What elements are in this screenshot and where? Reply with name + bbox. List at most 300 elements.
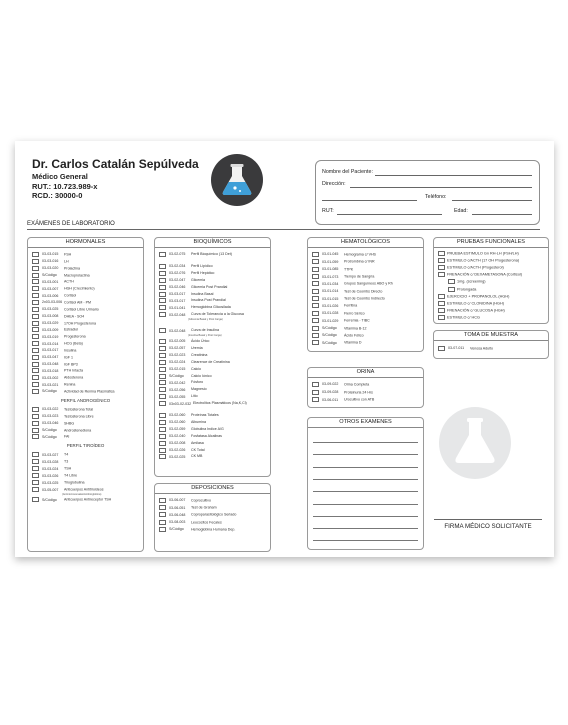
exam-item[interactable] <box>32 327 78 332</box>
checkbox-icon[interactable] <box>438 301 445 306</box>
checkbox-icon[interactable] <box>438 315 445 320</box>
exam-name: Glicemia Post Prandial <box>191 284 228 289</box>
exam-item[interactable] <box>159 387 261 392</box>
checkbox-icon[interactable] <box>312 318 319 323</box>
exam-code: 03-08-003 <box>169 520 186 525</box>
exam-name: Ácido Úrico <box>191 339 210 343</box>
exam-item[interactable] <box>312 252 376 257</box>
phone-field[interactable] <box>452 200 532 201</box>
checkbox-icon[interactable] <box>159 285 166 290</box>
exam-name: Albumina <box>191 419 206 424</box>
checkbox-icon[interactable] <box>32 368 39 373</box>
exam-item[interactable] <box>312 326 367 331</box>
exam-item[interactable] <box>159 448 261 453</box>
checkbox-icon[interactable] <box>32 414 39 419</box>
checkbox-icon[interactable] <box>32 497 39 502</box>
rut-label: RUT: <box>322 208 334 214</box>
checkbox-icon[interactable] <box>159 401 166 406</box>
exam-item[interactable] <box>159 305 261 310</box>
checkbox-icon[interactable] <box>159 454 166 459</box>
exam-item[interactable] <box>32 286 95 291</box>
patient-name-field[interactable] <box>375 175 532 176</box>
exam-item[interactable] <box>312 390 373 395</box>
exam-item[interactable] <box>32 368 83 373</box>
checkbox-icon[interactable] <box>32 341 39 346</box>
exam-item[interactable] <box>159 420 261 425</box>
checkbox-icon[interactable] <box>438 258 445 263</box>
exam-item[interactable] <box>312 296 385 301</box>
exam-item[interactable] <box>32 414 94 419</box>
exam-code: 03-02-076 <box>169 271 186 276</box>
exam-name: Vitamina B-12 <box>344 325 367 330</box>
exam-item[interactable] <box>159 353 261 358</box>
checkbox-icon[interactable] <box>312 274 319 279</box>
exam-code: 03-03-028 <box>42 459 59 464</box>
checkbox-icon[interactable] <box>32 466 39 471</box>
age-label: Edad: <box>454 208 468 214</box>
checkbox-icon[interactable] <box>32 286 39 291</box>
exam-code: 03-03-006 <box>42 293 59 298</box>
checkbox-icon[interactable] <box>312 333 319 338</box>
checkbox-icon[interactable] <box>438 251 445 256</box>
writing-line[interactable] <box>313 442 418 443</box>
checkbox-icon[interactable] <box>438 272 445 277</box>
checkbox-icon[interactable] <box>32 273 39 278</box>
exam-name: ACTH <box>64 279 74 284</box>
checkbox-icon[interactable] <box>32 459 39 464</box>
exam-item[interactable] <box>32 293 76 298</box>
checkbox-icon[interactable] <box>159 353 166 358</box>
doctor-title: Médico General <box>32 172 88 181</box>
exam-item[interactable] <box>32 434 69 439</box>
exam-code: 03-03-022 <box>42 407 59 412</box>
exam-code: S/Código <box>322 340 337 345</box>
rut-field[interactable] <box>337 214 442 215</box>
exam-code: S/Código <box>42 434 57 439</box>
doctor-rcd: RCD.: 30000-0 <box>32 191 83 200</box>
age-field[interactable] <box>472 214 532 215</box>
bioquimicos-rule <box>155 247 270 248</box>
exam-item[interactable] <box>32 334 86 339</box>
exam-name: IGF BP3 <box>64 362 78 367</box>
exam-item[interactable] <box>32 307 99 312</box>
exam-name: Calcio <box>191 366 201 371</box>
exam-name: Anticuerpos Antitiroideos <box>64 487 104 492</box>
checkbox-icon[interactable] <box>32 307 39 312</box>
exam-name: Electrolitos Plasmáticos (Na,K,Cl) <box>193 401 247 406</box>
checkbox-icon[interactable] <box>159 305 166 310</box>
checkbox-icon[interactable] <box>32 279 39 284</box>
checkbox-icon[interactable] <box>159 527 166 532</box>
exam-item[interactable] <box>32 273 90 278</box>
exam-item[interactable] <box>312 318 370 323</box>
exam-item[interactable] <box>159 328 261 336</box>
checkbox-icon[interactable] <box>32 362 39 367</box>
exam-item[interactable] <box>159 374 261 379</box>
functional-test-name: 1mg. (screening) <box>457 279 486 284</box>
exam-name: PTH Intacta <box>64 368 83 373</box>
checkbox-icon[interactable] <box>32 421 39 426</box>
address-field[interactable] <box>350 187 532 188</box>
exam-item[interactable] <box>312 289 382 294</box>
checkbox-icon[interactable] <box>159 394 166 399</box>
exam-name: Insulina <box>64 348 77 353</box>
exam-code: 03-02-055 <box>169 394 186 399</box>
checkbox-icon[interactable] <box>159 278 166 283</box>
checkbox-icon[interactable] <box>159 420 166 425</box>
exam-item[interactable] <box>159 527 235 532</box>
deposiciones-rule <box>155 493 270 494</box>
exam-code: 03-03-019 <box>42 334 59 339</box>
exam-item[interactable] <box>32 407 93 412</box>
exam-item[interactable] <box>159 285 261 290</box>
checkbox-icon[interactable] <box>159 298 166 303</box>
exam-code: 03-02-060 <box>169 413 186 418</box>
exam-item[interactable] <box>32 428 91 433</box>
functional-test-item[interactable] <box>438 272 522 278</box>
checkbox-icon[interactable] <box>312 397 319 402</box>
exam-name: Ferremia - TIBC <box>344 318 370 323</box>
checkbox-icon[interactable] <box>159 346 166 351</box>
exam-item[interactable] <box>32 252 71 257</box>
exam-code: 03-03-047 <box>42 355 59 360</box>
exam-name: Curva de Tolerancia a la Glucosa <box>191 312 244 317</box>
exam-code: 03-02-060 <box>169 420 186 425</box>
checkbox-icon[interactable] <box>159 264 166 269</box>
exam-name: Androstenediona <box>64 428 92 432</box>
doctor-rut: RUT.: 10.723.989-x <box>32 182 98 191</box>
checkbox-icon[interactable] <box>32 259 39 264</box>
checkbox-icon[interactable] <box>32 389 39 394</box>
checkbox-icon[interactable] <box>32 452 39 457</box>
exam-code: 03-03-048 <box>42 362 59 367</box>
exam-item[interactable] <box>159 367 261 372</box>
hematologicos-box <box>307 237 424 352</box>
exam-code: 03-02-048 <box>169 312 186 317</box>
orina-rule <box>308 377 423 378</box>
checkbox-icon[interactable] <box>159 505 166 510</box>
exam-item[interactable] <box>32 279 74 284</box>
exam-item[interactable] <box>32 314 84 319</box>
exam-item[interactable] <box>32 259 69 264</box>
exam-name: Perfil Lipídico <box>191 263 213 268</box>
writing-line[interactable] <box>313 516 418 517</box>
hematologicos-rule <box>308 247 423 248</box>
functional-test-item[interactable] <box>438 251 519 257</box>
exam-item[interactable] <box>32 389 115 394</box>
exam-name: Globulina Indice A/G <box>191 426 224 431</box>
checkbox-icon[interactable] <box>159 441 166 446</box>
checkbox-icon[interactable] <box>32 334 39 339</box>
checkbox-icon[interactable] <box>32 382 39 387</box>
exam-item[interactable] <box>159 278 261 283</box>
exam-item[interactable] <box>32 421 74 426</box>
exam-name: Fosfatasa Alcalinas <box>191 433 222 438</box>
exam-name: DHEA - SO4 <box>64 314 85 319</box>
checkbox-icon[interactable] <box>312 326 319 331</box>
address-label: Dirección: <box>322 181 346 187</box>
exam-name: Progesterona <box>64 334 86 339</box>
exam-code: 03-02-057 <box>169 346 186 351</box>
checkbox-icon[interactable] <box>32 293 39 298</box>
exam-name: Ferritina <box>344 303 358 308</box>
exam-item[interactable] <box>312 267 353 272</box>
signature-line[interactable] <box>434 519 542 520</box>
checkbox-icon[interactable] <box>159 328 166 333</box>
checkbox-icon[interactable] <box>312 259 319 264</box>
exam-item[interactable] <box>159 298 261 303</box>
exam-item[interactable] <box>32 497 111 502</box>
exam-name: Hemoglobina Humana Dep. <box>191 527 236 532</box>
writing-line[interactable] <box>313 454 418 455</box>
exam-name: T4 Libre <box>64 473 78 478</box>
checkbox-icon[interactable] <box>32 355 39 360</box>
checkbox-icon[interactable] <box>159 387 166 392</box>
functional-test-item[interactable] <box>438 258 519 264</box>
checkbox-icon[interactable] <box>438 294 445 299</box>
exam-name: Macroprolactina <box>64 273 90 277</box>
checkbox-icon[interactable] <box>32 348 39 353</box>
checkbox-icon[interactable] <box>32 321 39 326</box>
exam-name: Hemoglobina Glicosilada <box>191 305 231 310</box>
exam-name: IGF 1 <box>64 355 73 360</box>
checkbox-icon[interactable] <box>159 520 166 525</box>
exam-item[interactable] <box>159 264 261 269</box>
checkbox-icon[interactable] <box>312 281 319 286</box>
exam-item[interactable] <box>32 375 83 380</box>
exam-item[interactable] <box>32 362 78 367</box>
exam-item[interactable] <box>32 266 80 271</box>
exam-item[interactable] <box>312 333 364 338</box>
exam-code: 03-01-073 <box>322 274 339 279</box>
exam-item[interactable] <box>159 346 261 351</box>
functional-test-item[interactable] <box>448 287 476 293</box>
checkbox-icon[interactable] <box>312 390 319 395</box>
exam-name: CK Total <box>191 447 205 452</box>
exam-name: Insulina Post Prandial <box>191 298 226 303</box>
exam-item[interactable] <box>159 427 261 432</box>
exam-item[interactable] <box>159 520 222 525</box>
exam-item[interactable] <box>312 382 369 387</box>
checkbox-icon[interactable] <box>159 312 166 317</box>
checkbox-icon[interactable] <box>312 289 319 294</box>
functional-test-item[interactable] <box>448 279 486 285</box>
checkbox-icon[interactable] <box>159 434 166 439</box>
exam-name: Glicemia <box>191 277 205 282</box>
otros-examenes-box <box>307 417 424 550</box>
writing-line[interactable] <box>313 504 418 505</box>
exam-item[interactable] <box>32 473 77 478</box>
exam-item[interactable] <box>32 487 104 495</box>
checkbox-icon[interactable] <box>438 346 445 351</box>
checkbox-icon[interactable] <box>312 311 319 316</box>
checkbox-icon[interactable] <box>448 287 455 292</box>
exam-item[interactable] <box>32 321 96 326</box>
checkbox-icon[interactable] <box>159 367 166 372</box>
orina-box <box>307 367 424 408</box>
checkbox-icon[interactable] <box>32 300 39 305</box>
exam-item[interactable] <box>159 394 261 399</box>
exam-item[interactable] <box>159 434 261 439</box>
exam-code: 03-02-024 <box>169 360 186 365</box>
exam-item[interactable] <box>32 466 71 471</box>
checkbox-icon[interactable] <box>32 252 39 257</box>
exam-code: 03-02-025 <box>169 454 186 459</box>
exam-item[interactable] <box>312 274 374 279</box>
functional-test-name: ESTIMULO c/ CLONIDINA (HGH) <box>447 301 504 306</box>
checkbox-icon[interactable] <box>438 265 445 270</box>
writing-line[interactable] <box>313 491 418 492</box>
exam-name: TSH <box>64 466 72 471</box>
checkbox-icon[interactable] <box>32 314 39 319</box>
checkbox-icon[interactable] <box>159 427 166 432</box>
checkbox-icon[interactable] <box>312 382 319 387</box>
functional-test-name: ESTIMULO c/ HCG <box>447 315 480 320</box>
doctor-name: Dr. Carlos Catalán Sepúlveda <box>32 157 199 171</box>
exam-item[interactable] <box>159 252 261 257</box>
exam-item[interactable] <box>159 339 261 344</box>
exam-item[interactable] <box>159 292 261 297</box>
checkbox-icon[interactable] <box>159 448 166 453</box>
exam-item[interactable] <box>312 340 362 345</box>
exam-code: S/Código <box>42 389 57 394</box>
exam-code: 03-01-041 <box>169 305 186 310</box>
checkbox-icon[interactable] <box>159 413 166 418</box>
exam-item[interactable] <box>32 355 73 360</box>
exam-item[interactable] <box>438 346 493 351</box>
checkbox-icon[interactable] <box>32 480 39 485</box>
checkbox-icon[interactable] <box>159 271 166 276</box>
checkbox-icon[interactable] <box>448 279 455 284</box>
exam-code: 03-01-045 <box>322 252 339 257</box>
exam-item[interactable] <box>312 259 375 264</box>
exam-item[interactable] <box>159 454 261 459</box>
checkbox-icon[interactable] <box>32 487 39 492</box>
exam-item[interactable] <box>159 360 261 365</box>
exam-code: 03-03-029 <box>42 320 59 325</box>
exam-item[interactable] <box>312 397 374 402</box>
exam-name: Proteinuria 24 Hrs <box>344 390 373 395</box>
checkbox-icon[interactable] <box>159 252 166 257</box>
stamp-watermark <box>439 407 511 479</box>
exam-item[interactable] <box>32 459 68 464</box>
functional-test-item[interactable] <box>438 294 509 300</box>
exam-item[interactable] <box>159 380 261 385</box>
exam-name: Curva de Insulina <box>191 328 219 333</box>
hormonales-rule <box>28 247 143 248</box>
exam-item[interactable] <box>32 452 68 457</box>
exam-item[interactable] <box>159 441 261 446</box>
exam-code: 03-03-027 <box>42 452 59 457</box>
exam-item[interactable] <box>159 498 211 503</box>
exam-name: Actividad de Renina Plasmática <box>64 389 115 394</box>
checkbox-icon[interactable] <box>32 434 39 439</box>
checkbox-icon[interactable] <box>159 512 166 517</box>
exam-code: 03-03-001 <box>42 279 59 284</box>
hormonales-title: HORMONALES <box>65 239 106 245</box>
exam-name: SHBG <box>64 421 75 426</box>
writing-line[interactable] <box>313 528 418 529</box>
exam-name: LH <box>64 259 69 264</box>
checkbox-icon[interactable] <box>159 498 166 503</box>
exam-item[interactable] <box>159 413 261 418</box>
checkbox-icon[interactable] <box>159 339 166 344</box>
exam-item[interactable] <box>32 300 91 305</box>
checkbox-icon[interactable] <box>312 252 319 257</box>
writing-line[interactable] <box>313 479 418 480</box>
checkbox-icon[interactable] <box>32 327 39 332</box>
exam-name: Estradiol <box>64 327 78 332</box>
exam-item[interactable] <box>159 401 263 406</box>
functional-test-item[interactable] <box>438 315 480 321</box>
exam-name: Perfil Hepático <box>191 270 215 275</box>
checkbox-icon[interactable] <box>32 375 39 380</box>
functional-test-item[interactable] <box>438 301 504 307</box>
bioquimicos-title: BIOQUÍMICOS <box>193 239 232 245</box>
exam-code: 03-03-025 <box>42 307 59 312</box>
exam-code: S/Código <box>169 373 184 378</box>
checkbox-icon[interactable] <box>32 407 39 412</box>
hematologicos-title: HEMATOLÓGICOS <box>341 239 390 245</box>
exam-name: Cortisol Libre Urinario <box>64 307 99 312</box>
checkbox-icon[interactable] <box>312 296 319 301</box>
exam-item[interactable] <box>312 303 357 308</box>
functional-test-item[interactable] <box>438 308 505 314</box>
writing-line[interactable] <box>313 467 418 468</box>
exam-item[interactable] <box>312 311 365 316</box>
exam-name: TTPK <box>344 267 354 272</box>
exam-code: 03-03-046 <box>42 421 59 426</box>
exam-item[interactable] <box>312 281 393 286</box>
exam-item[interactable] <box>32 480 84 485</box>
exam-code: 03-03-023 <box>42 414 59 419</box>
checkbox-icon[interactable] <box>159 360 166 365</box>
exam-name: CK MB <box>191 454 203 459</box>
exam-item[interactable] <box>32 382 75 387</box>
exam-name: Testosterona Total <box>64 407 94 412</box>
exam-name: Coproparasitológico Seriado <box>191 512 237 517</box>
checkbox-icon[interactable] <box>438 308 445 313</box>
checkbox-icon[interactable] <box>159 374 166 379</box>
exam-code: 03-01-014 <box>322 289 339 294</box>
checkbox-icon[interactable] <box>159 292 166 297</box>
exam-item[interactable] <box>159 505 217 510</box>
exam-note: (Glicemia Basal y Post Carga) <box>188 317 223 321</box>
functional-test-item[interactable] <box>438 265 504 271</box>
exam-item[interactable] <box>159 512 236 517</box>
checkbox-icon[interactable] <box>32 473 39 478</box>
checkbox-icon[interactable] <box>312 303 319 308</box>
exams-title: EXÁMENES DE LABORATORIO <box>27 221 115 227</box>
checkbox-icon[interactable] <box>312 267 319 272</box>
exam-code: 03-02-034 <box>169 264 186 269</box>
exam-code: 03-07-011 <box>448 346 465 351</box>
phone-label: Teléfono: <box>425 194 447 200</box>
checkbox-icon[interactable] <box>32 428 39 433</box>
checkbox-icon[interactable] <box>312 340 319 345</box>
checkbox-icon[interactable] <box>32 266 39 271</box>
exam-item[interactable] <box>159 271 261 276</box>
exam-item[interactable] <box>159 312 261 320</box>
exam-item[interactable] <box>32 348 76 353</box>
exam-code: 03-03-016 <box>42 259 59 264</box>
writing-line[interactable] <box>313 540 418 541</box>
otros-examenes-title: OTROS EXAMENES <box>339 419 392 425</box>
exam-name: Test de Graham <box>191 505 217 510</box>
address-field-2[interactable] <box>322 200 417 201</box>
exam-item[interactable] <box>32 341 83 346</box>
checkbox-icon[interactable] <box>159 380 166 385</box>
